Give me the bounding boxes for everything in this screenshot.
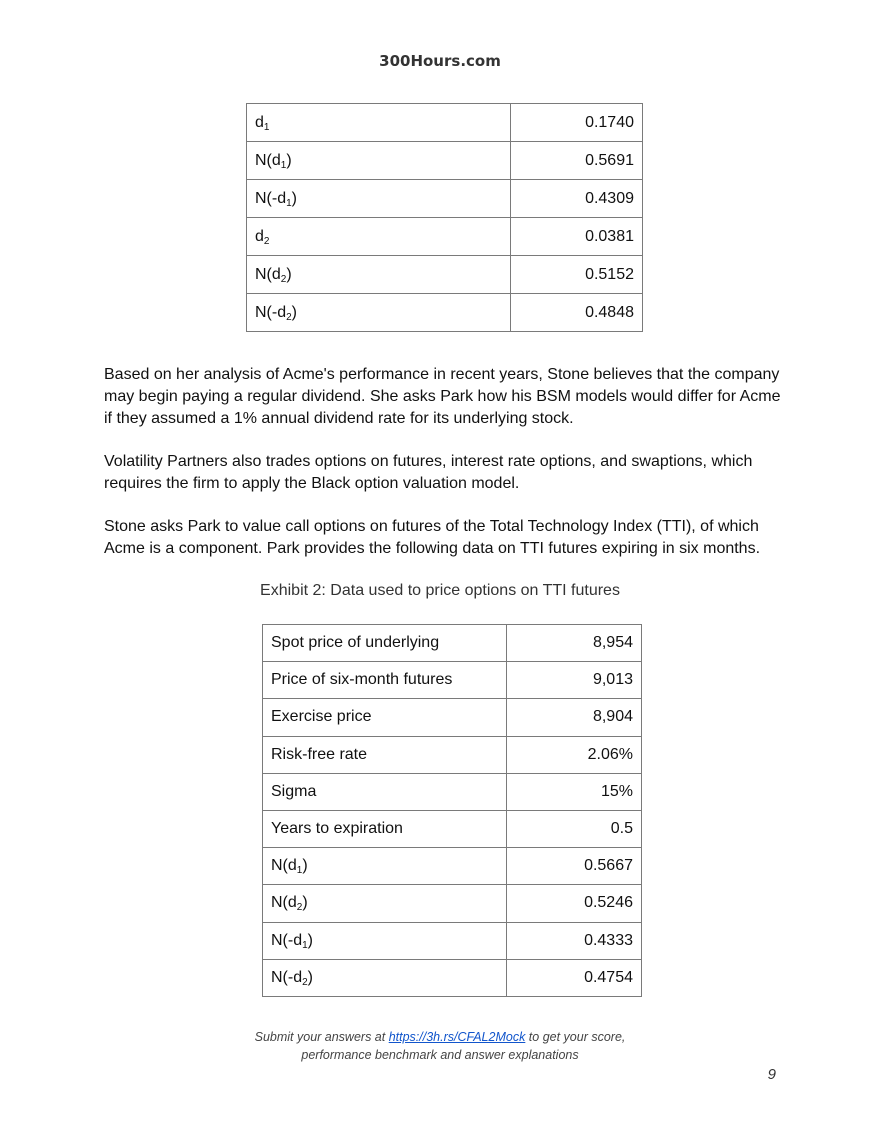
label-text: N(d xyxy=(255,151,281,169)
row-label xyxy=(247,294,511,332)
row-value: 0.5246 xyxy=(507,885,642,922)
label-suffix: ) xyxy=(302,894,308,912)
row-value: 0.5691 xyxy=(511,142,643,180)
label-subscript: 2 xyxy=(302,976,308,988)
row-label xyxy=(247,104,511,142)
exhibit-2-row xyxy=(263,885,642,922)
footer-text-line2: performance benchmark and answer explanations xyxy=(301,1048,579,1062)
paragraph-black-model: Volatility Partners also trades options on futures, interest rate options, and swaptions, which requires the firm to apply the Black option valuation model. xyxy=(104,453,753,492)
option-values-row xyxy=(247,256,643,294)
option-values-row xyxy=(247,218,643,256)
label-text: Sigma xyxy=(271,782,317,800)
label-subscript: 2 xyxy=(296,902,303,914)
option-values-row xyxy=(247,142,643,180)
label-subscript: 1 xyxy=(302,939,308,951)
exhibit-2-table xyxy=(262,624,642,997)
row-value: 0.1740 xyxy=(511,104,643,142)
row-label xyxy=(263,699,507,736)
label-subscript: 2 xyxy=(286,311,292,323)
row-value: 0.4309 xyxy=(511,180,643,218)
option-values-row xyxy=(247,180,643,218)
label-suffix: ) xyxy=(307,968,313,986)
row-value: 0.5 xyxy=(507,810,642,847)
footer-note xyxy=(0,1028,880,1064)
exhibit-2-row xyxy=(263,736,642,773)
row-label xyxy=(263,885,507,922)
row-label xyxy=(263,625,507,662)
label-text: N(d xyxy=(271,894,297,912)
row-label xyxy=(263,662,507,699)
exhibit-2-row xyxy=(263,848,642,885)
row-label xyxy=(263,810,507,847)
label-text: Risk-free rate xyxy=(271,745,368,763)
row-label xyxy=(247,256,511,294)
exhibit-2-caption: Exhibit 2: Data used to price options on TTI futures xyxy=(260,582,620,599)
label-text: N(d xyxy=(255,265,281,283)
label-suffix: ) xyxy=(286,151,292,169)
mock-exam-link[interactable]: https://3h.rs/CFAL2Mock xyxy=(388,1030,526,1044)
row-value: 8,954 xyxy=(507,625,642,662)
exhibit-2-table-body xyxy=(263,625,642,997)
label-text: d xyxy=(255,113,264,131)
row-value: 2.06% xyxy=(507,736,642,773)
option-values-row xyxy=(247,294,643,332)
footer-text-before-link: Submit your answers at xyxy=(254,1030,389,1044)
label-text: N(-d xyxy=(271,931,303,949)
label-text: N(-d xyxy=(255,189,287,207)
label-text: N(-d xyxy=(255,303,287,321)
label-text: Years to expiration xyxy=(271,820,403,838)
row-label xyxy=(247,218,511,256)
label-suffix: ) xyxy=(291,189,297,207)
exhibit-2-row xyxy=(263,662,642,699)
paragraph-dividend: Based on her analysis of Acme's performance in recent years, Stone believes that the company may begin paying a regular dividend. She asks Park how his BSM models would differ for Acme if they assumed a 1% annual dividend rate for its underlying stock. xyxy=(104,366,781,427)
label-text: Price of six-month futures xyxy=(271,671,453,689)
row-value: 9,013 xyxy=(507,662,642,699)
row-value: 0.4848 xyxy=(511,294,643,332)
label-subscript: 1 xyxy=(280,159,287,171)
row-value: 15% xyxy=(507,773,642,810)
site-header: 300Hours.com xyxy=(379,52,501,70)
label-subscript: 2 xyxy=(263,235,270,247)
footer-text-after-link: to get your score, xyxy=(525,1030,626,1044)
option-values-table-body xyxy=(247,104,643,332)
label-text: N(-d xyxy=(271,968,303,986)
row-label xyxy=(263,959,507,996)
row-label xyxy=(263,773,507,810)
row-label xyxy=(247,142,511,180)
label-suffix: ) xyxy=(307,931,313,949)
exhibit-2-row xyxy=(263,625,642,662)
exhibit-2-row xyxy=(263,810,642,847)
row-value: 0.4333 xyxy=(507,922,642,959)
label-suffix: ) xyxy=(302,857,308,875)
exhibit-2-row xyxy=(263,959,642,996)
label-text: N(d xyxy=(271,857,297,875)
row-label xyxy=(263,848,507,885)
row-label xyxy=(247,180,511,218)
row-value: 8,904 xyxy=(507,699,642,736)
paragraph-tti-futures: Stone asks Park to value call options on futures of the Total Technology Index (TTI), of which Acme is a component. Park provides the following data on TTI futures expiring in six months. xyxy=(104,518,761,557)
page-number: 9 xyxy=(767,1066,776,1083)
exhibit-2-row xyxy=(263,922,642,959)
row-label xyxy=(263,922,507,959)
exhibit-2-row xyxy=(263,773,642,810)
label-subscript: 2 xyxy=(280,273,287,285)
row-value: 0.4754 xyxy=(507,959,642,996)
label-subscript: 1 xyxy=(296,865,303,877)
row-value: 0.5152 xyxy=(511,256,643,294)
option-values-table xyxy=(246,103,643,332)
row-value: 0.0381 xyxy=(511,218,643,256)
label-text: Spot price of underlying xyxy=(271,634,440,652)
label-subscript: 1 xyxy=(286,197,292,209)
option-values-row xyxy=(247,104,643,142)
label-text: Exercise price xyxy=(271,708,372,726)
row-value: 0.5667 xyxy=(507,848,642,885)
label-text: d xyxy=(255,227,264,245)
label-subscript: 1 xyxy=(263,121,270,133)
label-suffix: ) xyxy=(286,265,292,283)
row-label xyxy=(263,736,507,773)
label-suffix: ) xyxy=(291,303,297,321)
exhibit-2-row xyxy=(263,699,642,736)
